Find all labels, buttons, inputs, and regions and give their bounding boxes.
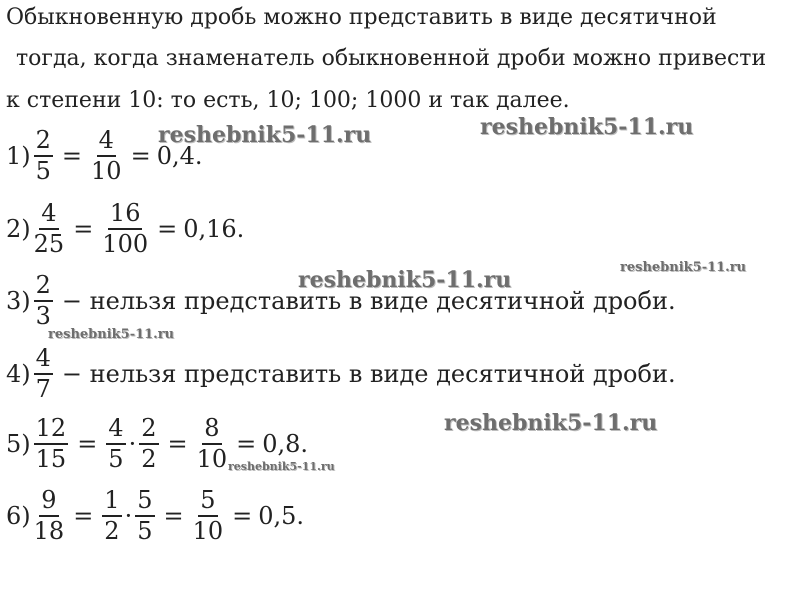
equals-sign: = xyxy=(167,430,188,459)
item-label: 5) xyxy=(6,430,31,459)
denominator: 2 xyxy=(104,517,120,546)
fraction xyxy=(135,488,154,544)
numerator: 4 xyxy=(106,416,125,445)
watermark: reshebnik5-11.ru xyxy=(444,410,658,436)
result-value: 0,4. xyxy=(156,142,203,171)
denominator: 25 xyxy=(33,230,65,259)
multiply-dot: · xyxy=(124,502,133,531)
fraction xyxy=(91,128,122,184)
denominator: 100 xyxy=(102,230,149,259)
item-label: 1) xyxy=(6,142,31,171)
intro-line-1: Обыкновенную дробь можно представить в виде десятичной xyxy=(6,5,717,30)
denominator: 10 xyxy=(196,445,228,474)
watermark: reshebnik5-11.ru xyxy=(298,267,512,293)
watermark: reshebnik5-11.ru xyxy=(620,260,747,275)
exercise-item-4 xyxy=(6,346,676,402)
denominator: 5 xyxy=(108,445,124,474)
item-label: 2) xyxy=(6,215,31,244)
denominator: 15 xyxy=(35,445,67,474)
numerator: 2 xyxy=(34,128,53,157)
denominator: 5 xyxy=(35,157,51,186)
equals-sign: = xyxy=(236,430,257,459)
denominator: 3 xyxy=(35,302,51,331)
numerator: 5 xyxy=(135,488,154,517)
result-value: 0,5. xyxy=(258,502,305,531)
numerator: 12 xyxy=(34,416,69,445)
fraction xyxy=(197,416,228,472)
denominator: 18 xyxy=(33,517,65,546)
result-value: 0,16. xyxy=(183,215,245,244)
fraction xyxy=(139,416,158,472)
watermark: reshebnik5-11.ru xyxy=(228,460,335,473)
fraction xyxy=(34,488,65,544)
equals-sign: = xyxy=(73,502,94,531)
denominator: 5 xyxy=(137,517,153,546)
watermark: reshebnik5-11.ru xyxy=(158,122,372,148)
numerator: 4 xyxy=(39,201,58,230)
fraction xyxy=(102,488,121,544)
fraction xyxy=(102,201,148,257)
numerator: 8 xyxy=(202,416,221,445)
numerator: 4 xyxy=(34,346,53,375)
result-value: 0,8. xyxy=(262,430,309,459)
item-text: − нельзя представить в виде десятичной дроби. xyxy=(61,287,676,316)
intro-line-3: к степени 10: то есть, 10; 100; 1000 и так далее. xyxy=(6,88,570,113)
fraction xyxy=(34,416,69,472)
item-text: − нельзя представить в виде десятичной дроби. xyxy=(61,360,676,389)
equals-sign: = xyxy=(77,430,98,459)
watermark: reshebnik5-11.ru xyxy=(48,327,175,342)
numerator: 4 xyxy=(97,128,116,157)
equals-sign: = xyxy=(232,502,253,531)
numerator: 5 xyxy=(198,488,217,517)
exercise-item-2 xyxy=(6,201,244,257)
equals-sign: = xyxy=(73,215,94,244)
fraction xyxy=(34,201,65,257)
equals-sign: = xyxy=(61,142,83,171)
denominator: 10 xyxy=(192,517,224,546)
fraction xyxy=(34,273,53,329)
fraction xyxy=(106,416,125,472)
item-label: 3) xyxy=(6,287,31,316)
equals-sign: = xyxy=(163,502,184,531)
numerator: 16 xyxy=(108,201,143,230)
item-label: 4) xyxy=(6,360,31,389)
intro-line-2: тогда, когда знаменатель обыкновенной дроби можно привести xyxy=(16,46,767,71)
numerator: 2 xyxy=(34,273,53,302)
watermark: reshebnik5-11.ru xyxy=(480,114,694,140)
numerator: 2 xyxy=(139,416,158,445)
numerator: 9 xyxy=(39,488,58,517)
equals-sign: = xyxy=(157,215,178,244)
numerator: 1 xyxy=(102,488,121,517)
equals-sign: = xyxy=(130,142,151,171)
exercise-item-6 xyxy=(6,488,304,544)
denominator: 2 xyxy=(141,445,157,474)
denominator: 7 xyxy=(35,375,51,404)
item-label: 6) xyxy=(6,502,31,531)
denominator: 10 xyxy=(91,157,122,186)
fraction xyxy=(34,346,53,402)
multiply-dot: · xyxy=(128,430,137,459)
fraction xyxy=(193,488,224,544)
fraction xyxy=(34,128,53,184)
